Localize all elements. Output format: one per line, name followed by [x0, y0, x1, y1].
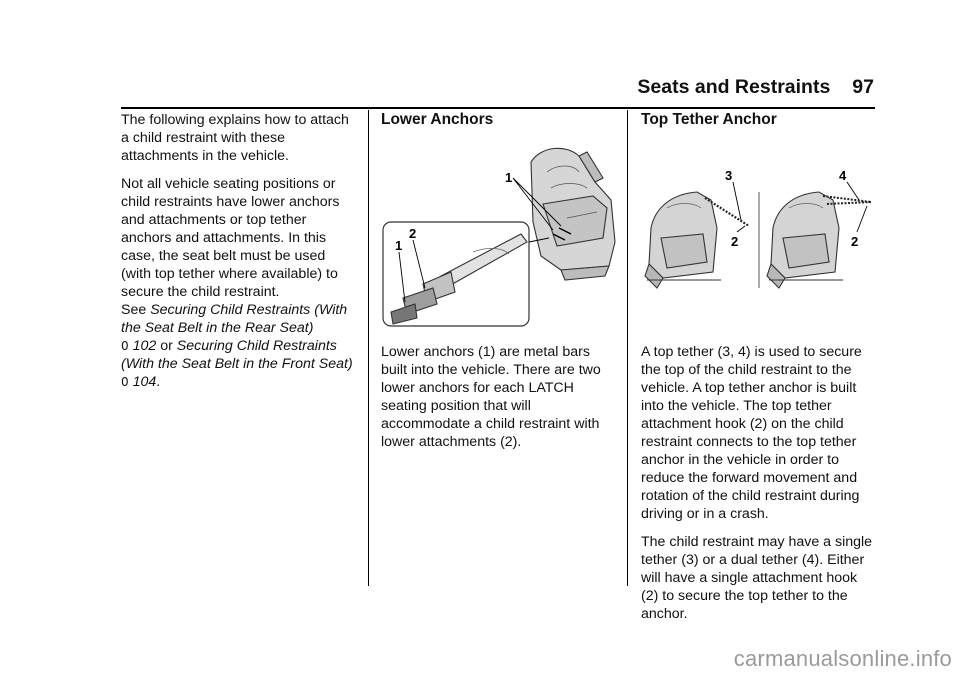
- page-ref-icon-2: 0: [121, 375, 129, 389]
- cross-reference-link-front-seat[interactable]: Securing Child Restraints (With the Seat Belt in the Front Seat): [121, 338, 353, 372]
- or-word: or: [160, 338, 173, 354]
- page-number: 97: [852, 76, 874, 98]
- top-tether-svg: [641, 168, 877, 294]
- page-ref-front[interactable]: 104: [132, 374, 157, 390]
- header-rule: [121, 107, 875, 109]
- lower-anchors-paragraph: Lower anchors (1) are metal bars built into the vehicle. There are two lower anchors for each LATCH seating position that will accommodate a child restraint with lower attachments (2).: [381, 344, 601, 450]
- column-3-body: [641, 343, 877, 633]
- page-ref-icon: 0: [121, 339, 129, 353]
- callout-lower-attachment: 2: [409, 226, 417, 241]
- callout-lower-anchor-inset: 1: [395, 238, 403, 253]
- see-word: See: [121, 302, 147, 318]
- top-tether-illustration: [641, 168, 877, 294]
- body-paragraph-text: Not all vehicle seating positions or child restraints have lower anchors and attachments or top tether anchors and attachments. In this case, the seat belt must be used (with top tether where available) to secure the child restraint.: [121, 176, 340, 300]
- lower-anchors-illustration: [381, 142, 617, 328]
- callout-dual-tether: 4: [839, 168, 847, 183]
- callout-hook-single: 2: [731, 234, 739, 249]
- end-period: .: [156, 374, 161, 390]
- top-tether-paragraph-2: The child restraint may have a single tether (3) or a dual tether (4). Either will have a single attachment hook (2) to secure the top tether to the anchor.: [641, 534, 873, 622]
- column-1: [121, 111, 357, 401]
- column-divider-right: [627, 110, 628, 586]
- watermark: carmanualsonline.info: [733, 646, 952, 671]
- cross-reference-link-rear-seat[interactable]: Securing Child Restraints (With the Seat Belt in the Rear Seat): [121, 302, 348, 336]
- lower-anchors-svg: [381, 142, 617, 328]
- section-heading-lower-anchors: Lower Anchors: [381, 111, 494, 128]
- body-paragraph: [121, 175, 357, 391]
- callout-single-tether: 3: [725, 168, 733, 183]
- callout-lower-anchor-top: 1: [505, 170, 513, 185]
- top-tether-paragraph-1: A top tether (3, 4) is used to secure the top of the child restraint to the vehicle. A top tether anchor is built into the vehicle. The top tether attachment hook (2) on the child restraint connects to the top tether anchor in the vehicle in order to reduce the forward movement and rotation of the child restraint during driving or in a crash.: [641, 344, 862, 522]
- page-ref-rear[interactable]: 102: [132, 338, 157, 354]
- intro-paragraph: The following explains how to attach a child restraint with these attachments in the vehicle.: [121, 112, 349, 164]
- page-header: [0, 76, 874, 99]
- section-title: Seats and Restraints: [637, 76, 831, 98]
- callout-hook-dual: 2: [851, 234, 859, 249]
- column-2-body: [381, 343, 617, 461]
- section-heading-top-tether: Top Tether Anchor: [641, 111, 777, 128]
- column-divider-left: [368, 110, 369, 586]
